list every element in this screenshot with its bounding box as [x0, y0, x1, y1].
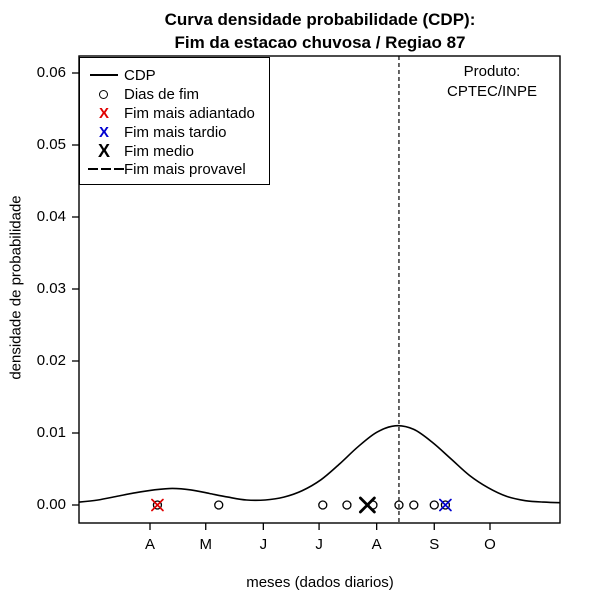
red-x-marker-icon: X: [98, 105, 109, 122]
y-tick-label: 0.06: [36, 64, 66, 81]
y-axis-label: densidade de probabilidade: [7, 195, 25, 380]
end-day-marker: [215, 501, 223, 509]
y-tick-label: 0.01: [36, 424, 66, 441]
legend-label: Fim medio: [124, 143, 195, 160]
solid-line-icon: [86, 66, 122, 85]
y-tick-label: 0.02: [36, 352, 66, 369]
x-tick-label: J: [315, 536, 323, 553]
end-day-marker: [343, 501, 351, 509]
x-axis-label: meses (dados diarios): [246, 574, 394, 591]
legend-label: Fim mais provavel: [124, 161, 246, 178]
end-day-marker: [319, 501, 327, 509]
legend-item-earliest-end: [80, 104, 269, 123]
legend-label: Fim mais adiantado: [124, 105, 255, 122]
y-tick-label: 0.00: [36, 496, 66, 513]
legend-label: Dias de fim: [124, 86, 200, 103]
y-tick-label: 0.03: [36, 280, 66, 297]
circle-marker-icon: [86, 85, 122, 104]
legend: [79, 57, 270, 185]
legend-item-most-probable-end: [80, 160, 269, 179]
y-tick-label: 0.05: [36, 136, 66, 153]
end-day-marker: [410, 501, 418, 509]
dashed-line-icon: [86, 160, 122, 179]
black-x-marker-icon: X: [97, 141, 110, 161]
x-tick-label: S: [429, 536, 440, 553]
mean-end-marker: [360, 498, 374, 512]
cdp-curve: [79, 426, 562, 503]
x-tick-label: A: [144, 536, 155, 553]
x-tick-label: J: [259, 536, 268, 553]
legend-item-mean-end: [80, 142, 269, 161]
legend-item-end-days: [80, 85, 269, 104]
product-annotation-line1: Produto:: [463, 63, 521, 80]
chart-title-line1: Curva densidade probabilidade (CDP):: [164, 10, 476, 29]
y-tick-label: 0.04: [36, 208, 66, 225]
legend-label: CDP: [124, 67, 156, 84]
chart-title-line2: Fim da estacao chuvosa / Regiao 87: [174, 33, 466, 52]
product-annotation: [412, 62, 572, 102]
legend-item-latest-end: [80, 123, 269, 142]
product-annotation-line2: CPTEC/INPE: [446, 83, 537, 100]
x-tick-label: O: [484, 536, 496, 553]
end-day-marker: [430, 501, 438, 509]
x-tick-label: A: [371, 536, 382, 553]
x-tick-label: M: [199, 536, 212, 553]
blue-x-marker-icon: X: [98, 124, 109, 141]
legend-label: Fim mais tardio: [124, 124, 227, 141]
legend-item-cdp: [80, 66, 269, 85]
